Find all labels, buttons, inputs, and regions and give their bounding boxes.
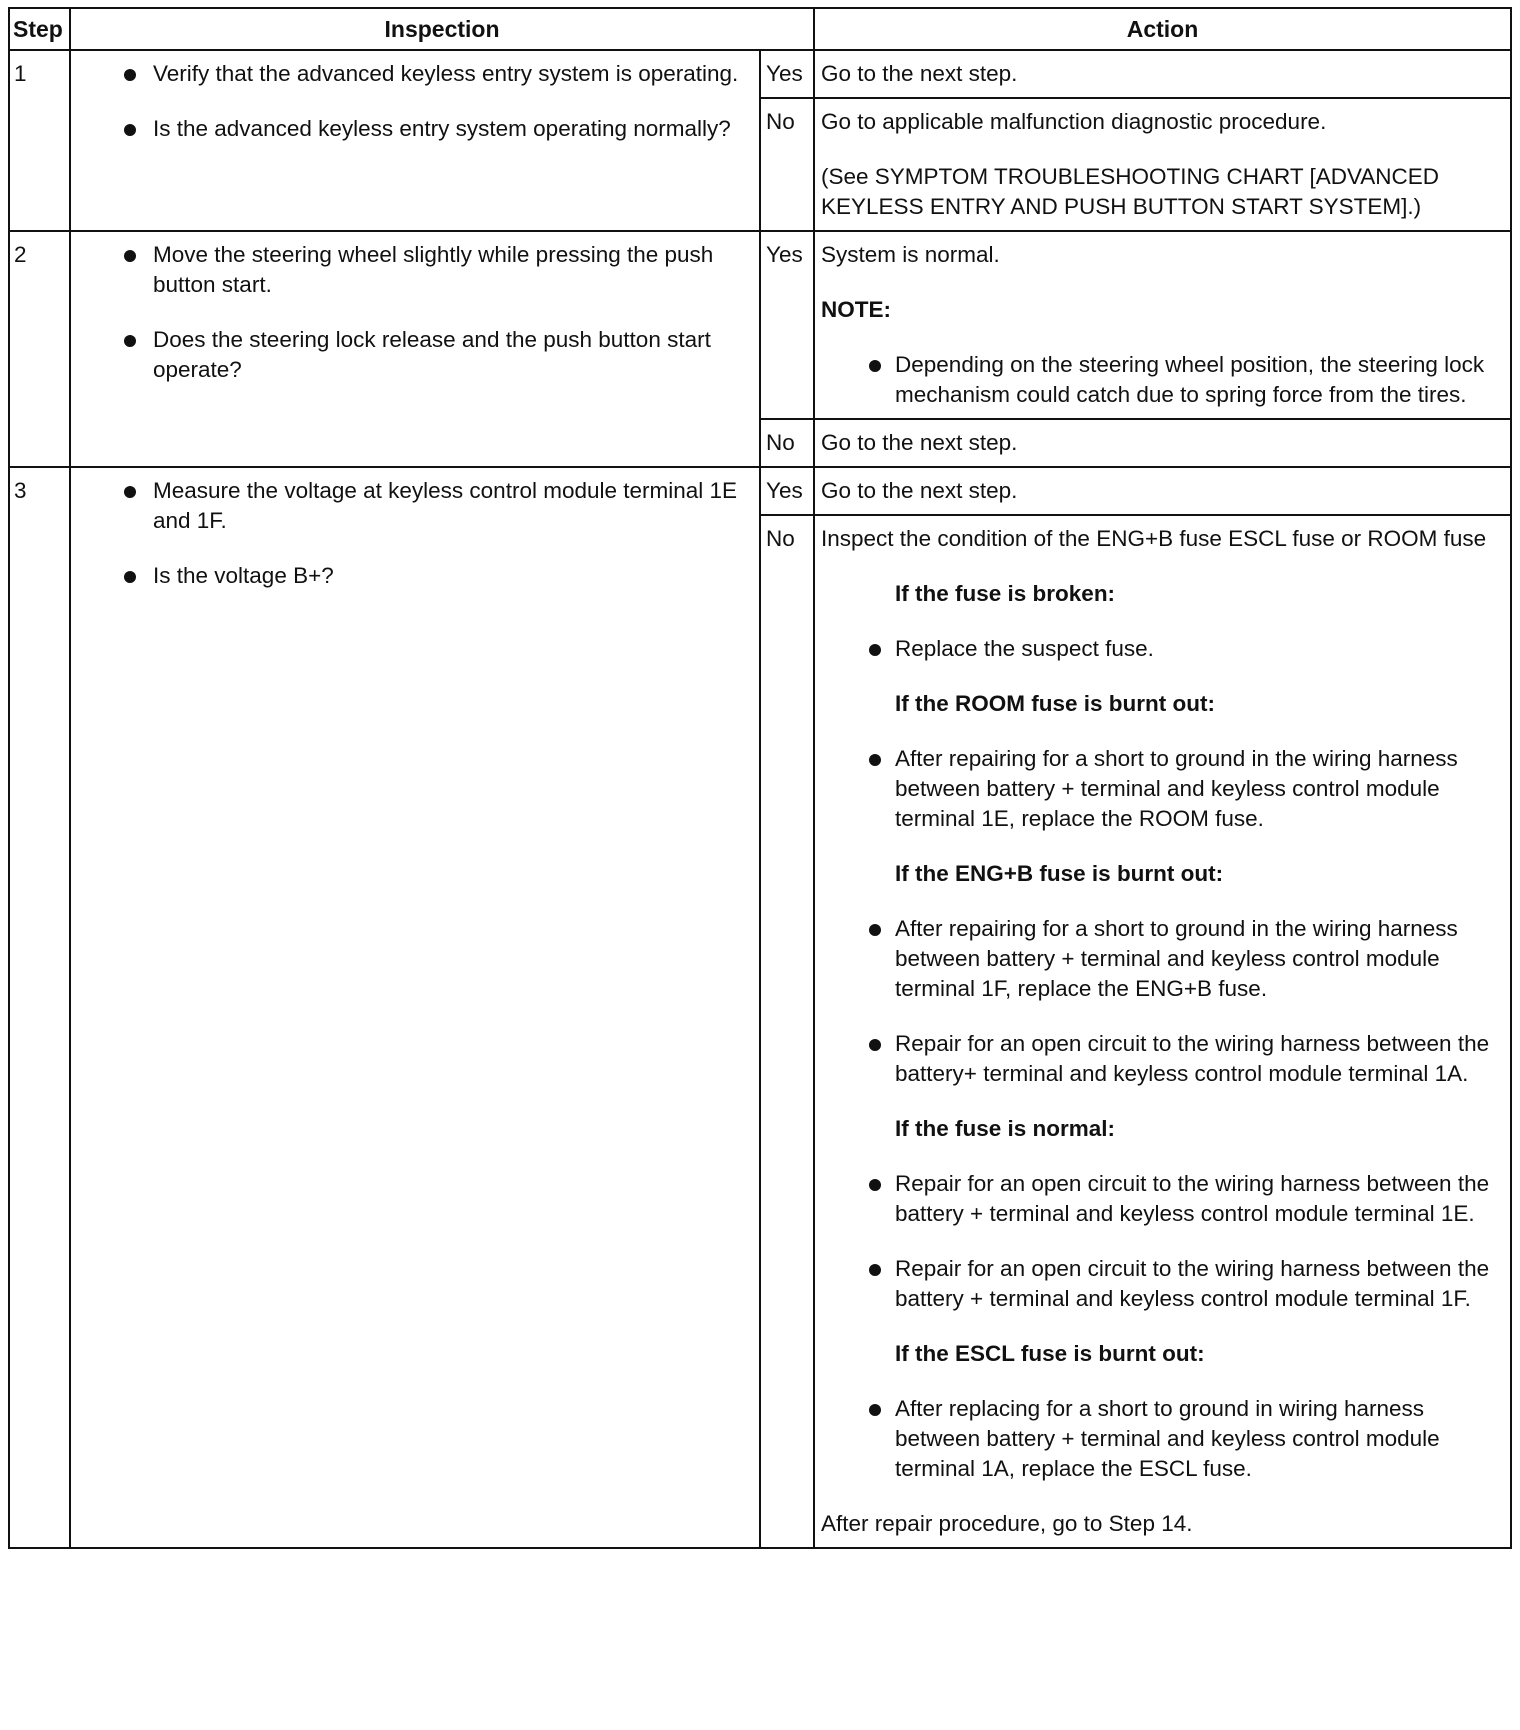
action-item: Repair for an open circuit to the wiring harness between the battery + terminal and keyless control module terminal 1F. (821, 1254, 1502, 1314)
condition-heading: If the fuse is broken: (895, 581, 1116, 606)
inspection-item: Measure the voltage at keyless control module terminal 1E and 1F. (71, 476, 749, 536)
step-number: 3 (9, 467, 70, 1548)
table-row (9, 231, 1511, 419)
diagnostic-table (8, 7, 1512, 1549)
inspection-item: Is the voltage B+? (71, 561, 749, 591)
condition-heading: If the ROOM fuse is burnt out: (895, 691, 1215, 716)
condition-heading: If the ESCL fuse is burnt out: (895, 1341, 1205, 1366)
yes-action: Go to the next step. (814, 467, 1511, 515)
table-row (9, 50, 1511, 98)
note-label: NOTE: (821, 297, 892, 322)
action-text: System is normal. (821, 242, 1000, 267)
header-step: Step (9, 8, 70, 50)
condition-heading: If the ENG+B fuse is burnt out: (895, 861, 1224, 886)
note-item: Depending on the steering wheel position, the steering lock mechanism could catch due to spring force from the tires. (821, 350, 1502, 410)
action-item: After replacing for a short to ground in wiring harness between battery + terminal and keyless control module terminal 1A, replace the ESCL fuse. (821, 1394, 1502, 1484)
table-header-row (9, 8, 1511, 50)
action-item: After repairing for a short to ground in the wiring harness between battery + terminal and keyless control module terminal 1E, replace the ROOM fuse. (821, 744, 1502, 834)
action-text: After repair procedure, go to Step 14. (821, 1511, 1193, 1536)
header-action: Action (814, 8, 1511, 50)
step-number: 1 (9, 50, 70, 231)
inspection-item: Is the advanced keyless entry system operating normally? (71, 114, 749, 144)
inspection-cell (70, 467, 760, 1548)
no-label: No (760, 515, 814, 1548)
no-action (814, 515, 1511, 1548)
inspection-cell (70, 50, 760, 231)
yes-label: Yes (760, 231, 814, 419)
inspection-item: Move the steering wheel slightly while pressing the push button start. (71, 240, 749, 300)
condition-heading: If the fuse is normal: (895, 1116, 1116, 1141)
inspection-item: Verify that the advanced keyless entry system is operating. (71, 59, 749, 89)
no-label: No (760, 98, 814, 231)
yes-label: Yes (760, 50, 814, 98)
action-item: Replace the suspect fuse. (821, 634, 1502, 664)
action-text: Go to applicable malfunction diagnostic procedure. (821, 109, 1327, 134)
action-text: Inspect the condition of the ENG+B fuse ESCL fuse or ROOM fuse (821, 526, 1487, 551)
yes-action (814, 231, 1511, 419)
no-label: No (760, 419, 814, 467)
action-item: Repair for an open circuit to the wiring harness between the battery + terminal and keyless control module terminal 1E. (821, 1169, 1502, 1229)
header-inspection: Inspection (70, 8, 814, 50)
action-reference: (See SYMPTOM TROUBLESHOOTING CHART [ADVANCED KEYLESS ENTRY AND PUSH BUTTON START SYSTEM].) (821, 164, 1440, 219)
no-action (814, 98, 1511, 231)
yes-label: Yes (760, 467, 814, 515)
inspection-cell (70, 231, 760, 467)
action-item: Repair for an open circuit to the wiring harness between the battery+ terminal and keyless control module terminal 1A. (821, 1029, 1502, 1089)
action-item: After repairing for a short to ground in the wiring harness between battery + terminal and keyless control module terminal 1F, replace the ENG+B fuse. (821, 914, 1502, 1004)
table-row (9, 467, 1511, 515)
yes-action: Go to the next step. (814, 50, 1511, 98)
inspection-item: Does the steering lock release and the push button start operate? (71, 325, 749, 385)
no-action: Go to the next step. (814, 419, 1511, 467)
step-number: 2 (9, 231, 70, 467)
